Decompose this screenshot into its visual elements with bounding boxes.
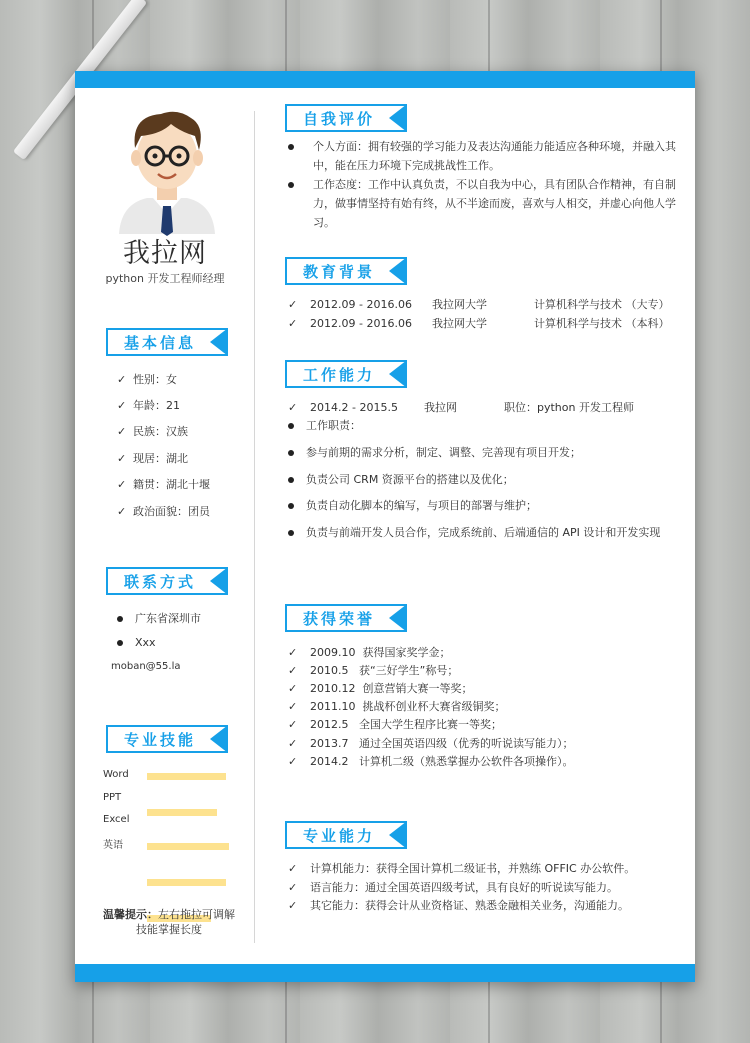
bullet-icon: [288, 182, 294, 188]
check-icon: ✓: [288, 401, 298, 414]
honor-item: ✓ 2009.10 获得国家奖学金；: [288, 646, 451, 659]
skill-label: 英语: [103, 840, 123, 851]
resume-page: [75, 71, 695, 982]
basic-info-text: 现居：湖北: [133, 452, 188, 465]
tag-triangle-icon: [389, 604, 407, 632]
honor-item: ✓ 2014.2 计算机二级（熟悉掌握办公软件各项操作）。: [288, 755, 574, 768]
basic-info-item: [117, 397, 180, 413]
contact-item: [117, 636, 156, 649]
tag-triangle-icon: [389, 257, 407, 285]
section-title: 自我评价: [302, 109, 375, 128]
bullet-icon: [288, 450, 294, 456]
contact-item: [117, 610, 201, 626]
check-icon: ✓: [117, 505, 127, 518]
tag-triangle-icon: [210, 725, 228, 753]
basic-info-item: [117, 450, 188, 466]
bottom-accent-bar: [75, 964, 695, 982]
ability-item: ✓ 其它能力：获得会计从业资格证、熟悉金融相关业务，沟通能力。: [288, 899, 629, 912]
section-title: 专业技能: [123, 730, 196, 749]
skill-label: Word: [103, 769, 129, 780]
check-icon: ✓: [288, 737, 298, 750]
basic-info-item: [117, 371, 177, 387]
check-icon: ✓: [288, 718, 298, 731]
check-icon: ✓: [288, 682, 298, 695]
bullet-icon: [117, 616, 123, 622]
section-tag-work: [285, 360, 407, 388]
drag-hint: [103, 907, 235, 937]
check-icon: ✓: [117, 373, 127, 386]
honor-item: ✓ 2010.5 获“三好学生”称号；: [288, 664, 459, 677]
skill-bar[interactable]: [147, 809, 217, 816]
check-icon: ✓: [288, 700, 298, 713]
section-title: 专业能力: [302, 826, 375, 845]
self-eval-item: 工作态度：工作中认真负责，不以自我为中心，具有团队合作精神，有自制力，做事情坚持有始有终，从不半途而废，喜欢与人相交，并虚心向他人学习。: [288, 175, 680, 232]
basic-info-item: [117, 476, 210, 492]
section-title: 教育背景: [302, 262, 375, 281]
section-tag-abilities: [285, 821, 407, 849]
tag-triangle-icon: [389, 821, 407, 849]
tag-triangle-icon: [389, 104, 407, 132]
contact-email: moban@55.la: [111, 661, 181, 672]
section-tag-contact: [106, 567, 228, 595]
ability-item: ✓ 语言能力：通过全国英语四级考试，具有良好的听说读写能力。: [288, 881, 618, 894]
basic-info-item: [117, 503, 210, 519]
check-icon: ✓: [288, 298, 298, 311]
honor-item: ✓ 2013.7 通过全国英语四级（优秀的听说读写能力）；: [288, 737, 574, 750]
tag-triangle-icon: [210, 567, 228, 595]
honor-item: ✓ 2010.12 创意营销大赛一等奖；: [288, 682, 473, 695]
check-icon: ✓: [288, 317, 298, 330]
basic-info-item: [117, 423, 188, 439]
self-eval-item: 个人方面：拥有较强的学习能力及表达沟通能力能适应各种环境，并融入其中，能在压力环境下完成挑战性工作。: [288, 137, 680, 175]
section-title: 工作能力: [302, 365, 375, 384]
work-item: 负责公司 CRM 资源平台的搭建以及优化；: [288, 471, 514, 487]
avatar-icon: [117, 106, 217, 236]
skill-label: PPT: [103, 792, 122, 803]
section-title: 联系方式: [123, 572, 196, 591]
section-tag-skills: [106, 725, 228, 753]
tag-triangle-icon: [210, 328, 228, 356]
work-item: 工作职责：: [288, 417, 361, 433]
basic-info-text: 年龄：21: [133, 399, 180, 412]
contact-text: Xxx: [135, 636, 156, 649]
education-row: ✓ 2012.09 - 2016.06 我拉网大学 计算机科学与技术 （大专）: [288, 298, 670, 311]
bullet-icon: [117, 640, 123, 646]
basic-info-text: 性别：女: [133, 373, 177, 386]
bullet-icon: [288, 530, 294, 536]
check-icon: ✓: [288, 755, 298, 768]
section-title: 获得荣誉: [302, 609, 375, 628]
check-icon: ✓: [288, 664, 298, 677]
work-item: 负责自动化脚本的编写，与项目的部署与维护；: [288, 497, 537, 513]
skill-bar[interactable]: [147, 773, 226, 780]
skill-label: Excel: [103, 814, 130, 825]
basic-info-text: 籍贯：湖北十堰: [133, 478, 210, 491]
honor-item: ✓ 2011.10 挑战杯创业杯大赛省级铜奖；: [288, 700, 506, 713]
section-title: 基本信息: [123, 333, 196, 352]
check-icon: ✓: [288, 899, 298, 912]
candidate-name: 我拉网: [123, 238, 207, 269]
basic-info-text: 政治面貌：团员: [133, 505, 210, 518]
bullet-icon: [288, 423, 294, 429]
work-item: 参与前期的需求分析，制定、调整、完善现有项目开发；: [288, 444, 581, 460]
section-tag-self-eval: [285, 104, 407, 132]
bullet-icon: [288, 503, 294, 509]
skill-bar[interactable]: [147, 879, 226, 886]
bullet-icon: [288, 144, 294, 150]
check-icon: ✓: [117, 399, 127, 412]
hint-bold: 温馨提示：: [103, 908, 158, 921]
work-item: 负责与前端开发人员合作，完成系统前、后端通信的 API 设计和开发实现: [288, 524, 660, 540]
basic-info-text: 民族：汉族: [133, 425, 188, 438]
check-icon: ✓: [288, 646, 298, 659]
work-row: ✓ 2014.2 - 2015.5 我拉网 职位：python 开发工程师: [288, 401, 634, 414]
honor-item: ✓ 2012.5 全国大学生程序比赛一等奖；: [288, 718, 502, 731]
candidate-role: python 开发工程师经理: [105, 272, 225, 285]
education-row: ✓ 2012.09 - 2016.06 我拉网大学 计算机科学与技术 （本科）: [288, 317, 670, 330]
check-icon: ✓: [288, 862, 298, 875]
hint-text: 左右拖拉可调解技能掌握长度: [136, 908, 235, 936]
tag-triangle-icon: [389, 360, 407, 388]
ability-item: ✓ 计算机能力：获得全国计算机二级证书，并熟练 OFFIC 办公软件。: [288, 862, 636, 875]
check-icon: ✓: [117, 425, 127, 438]
section-tag-honors: [285, 604, 407, 632]
skill-bar[interactable]: [147, 843, 229, 850]
top-accent-bar: [75, 71, 695, 88]
bullet-icon: [288, 477, 294, 483]
contact-text: 广东省深圳市: [135, 612, 201, 625]
section-tag-basic-info: [106, 328, 228, 356]
section-tag-education: [285, 257, 407, 285]
check-icon: ✓: [117, 478, 127, 491]
check-icon: ✓: [288, 881, 298, 894]
check-icon: ✓: [117, 452, 127, 465]
